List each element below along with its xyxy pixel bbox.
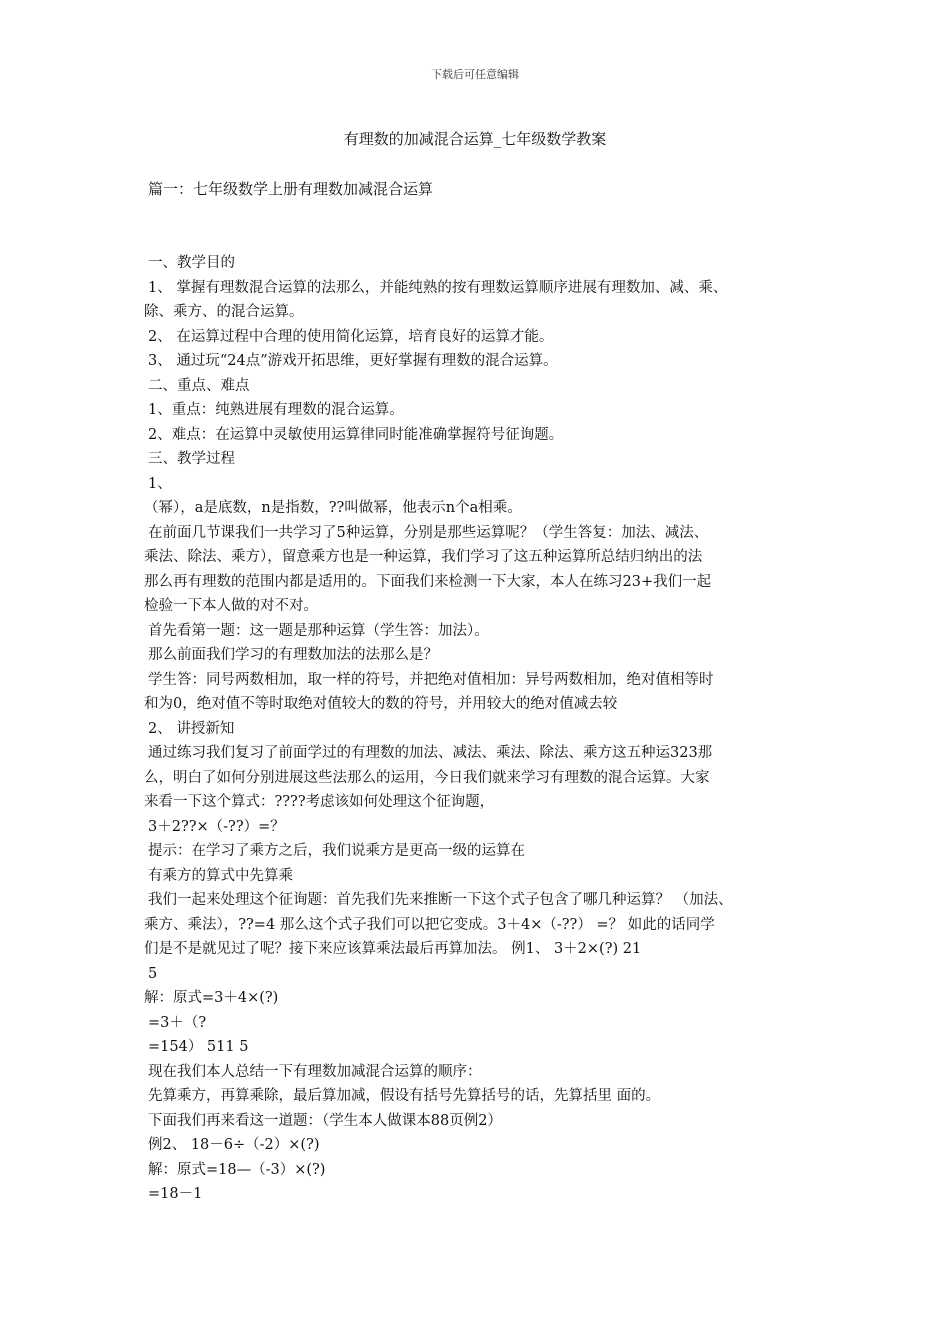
body-line: 先算乘方，再算乘除，最后算加减，假设有括号先算括号的话，先算括里 面的。 (148, 1088, 661, 1104)
body-line: 一、教学目的 (148, 255, 235, 271)
body-line: 解：原式=18—（-3）×(?) (148, 1161, 326, 1178)
body-line: 二、重点、难点 (148, 377, 250, 394)
body-line: 那么再有理数的范围内都是适用的。下面我们来检测一下大家，本人在练习23+我们一起 (144, 573, 712, 590)
body-line: 么，明白了如何分别进展这些法那么的运用，今日我们就来学习有理数的混合运算。大家 (144, 769, 710, 786)
body-line: 2、 讲授新知 (148, 720, 235, 737)
body-line: 5 (148, 965, 158, 982)
body-line: =154） 511 5 (148, 1039, 249, 1055)
body-line: 首先看第一题：这一题是那种运算（学生答：加法）。 (148, 622, 489, 639)
body-line: =3＋（? (148, 1014, 207, 1031)
body-line: 2、难点：在运算中灵敏使用运算律同时能准确掌握符号征询题。 (148, 426, 564, 443)
body-line: 我们一起来处理这个征询题：首先我们先来推断一下这个式子包含了哪几种运算？ （加法、 (148, 892, 733, 908)
section-title: 篇一：七年级数学上册有理数加减混合运算 (148, 180, 434, 198)
body-line: 在前面几节课我们一共学习了5种运算，分别是那些运算呢？（学生答复：加法、减法、 (148, 524, 709, 541)
body-line: 解：原式=3＋4×(?) (144, 990, 279, 1006)
body-line: 来看一下这个算式：????考虑该如何处理这个征询题， (144, 794, 495, 810)
body-line: 和为0，绝对值不等时取绝对值较大的数的符号，并用较大的绝对值减去较 (144, 696, 618, 712)
body-line: 们是不是就见过了呢？接下来应该算乘法最后再算加法。 例1、 3＋2×(?) 21 (144, 941, 642, 957)
body-line: 现在我们本人总结一下有理数加减混合运算的顺序： (148, 1063, 482, 1080)
body-line: 通过练习我们复习了前面学过的有理数的加法、减法、乘法、除法、乘方这五种运323那 (148, 745, 713, 761)
body-line: 3＋2??×（-??）=？ (148, 818, 285, 835)
body-line: 提示：在学习了乘方之后，我们说乘方是更高一级的运算在 (148, 843, 525, 859)
body-line: 除、乘方、的混合运算。 (144, 304, 304, 320)
page-header-note: 下载后可任意编辑 (431, 68, 519, 81)
body-line: 那么前面我们学习的有理数加法的法那么是？ (148, 647, 438, 663)
body-line: 有乘方的算式中先算乘 (148, 867, 293, 884)
body-line: 2、 在运算过程中合理的使用简化运算，培育良好的运算才能。 (148, 328, 554, 345)
body-line: 3、 通过玩“24点”游戏开拓思维，更好掌握有理数的混合运算。 (148, 353, 558, 369)
document-body (144, 251, 824, 1207)
body-line: 1、 掌握有理数混合运算的法那么，并能纯熟的按有理数运算顺序进展有理数加、减、乘、 (148, 279, 728, 296)
body-line: =18－1 (148, 1186, 203, 1202)
body-line: 下面我们再来看这一道题：（学生本人做课本88页例2） (148, 1112, 502, 1129)
body-line: 乘方、乘法），??=4 那么这个式子我们可以把它变成。3＋4×（-??） =？ 如此的话同学 (144, 916, 715, 933)
body-line: 乘法、除法、乘方），留意乘方也是一种运算，我们学习了这五种运算所总结归纳出的法 (144, 549, 703, 565)
body-line: 1、重点：纯熟进展有理数的混合运算。 (148, 402, 404, 418)
body-line: 检验一下本人做的对不对。 (144, 598, 318, 614)
body-line: 学生答：同号两数相加，取一样的符号，并把绝对值相加：异号两数相加，绝对值相等时 (148, 671, 714, 688)
body-line: 三、教学过程 (148, 451, 235, 467)
document-title: 有理数的加减混合运算_七年级数学教案 (343, 130, 607, 148)
body-line: 例2、 18－6÷（-2）×(?) (148, 1137, 320, 1153)
body-line: （幂），a是底数，n是指数，??叫做幂，他表示n个a相乘。 (144, 500, 522, 516)
body-line: 1、 (148, 475, 172, 492)
